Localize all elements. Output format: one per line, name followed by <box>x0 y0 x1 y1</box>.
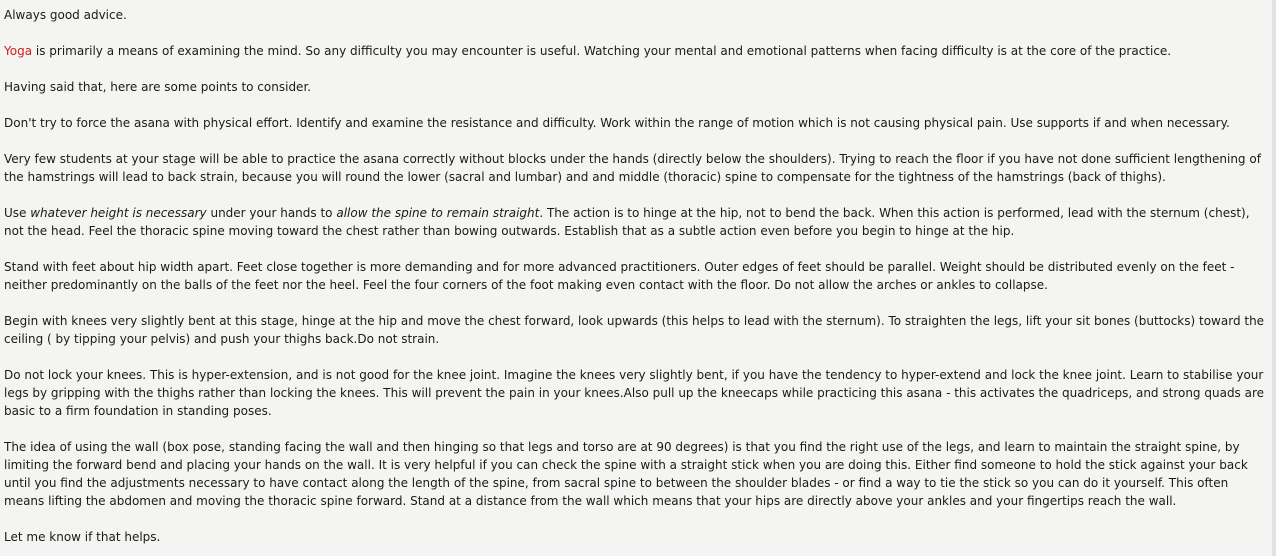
paragraph-wall: The idea of using the wall (box pose, standing facing the wall and then hinging so that legs and torso are at 90 degrees) is that you find the right use of the legs, and learn to maintain the straight spine, by limiting the forward bend and placing your hands on the wall. It is very helpful if you can check the spine with a straight stick when you are doing this. Either find someone to hold the stick against your back until you find the adjustments necessary to have contact along the length of the spine, from sacral spine to between the shoulder blades - or find a way to tie the stick so you can do it yourself. This often means lifting the abdomen and moving the thoracic spine forward. Stand at a distance from the wall which means that your hips are directly above your ankles and your fingertips reach the wall. <box>4 440 1248 508</box>
paragraph-closing: Let me know if that helps. <box>4 530 161 544</box>
paragraph-hinge <box>4 204 1270 240</box>
yoga-link[interactable]: Yoga <box>4 44 33 58</box>
hinge-text-b: under your hands to <box>206 206 337 220</box>
paragraph-feet: Stand with feet about hip width apart. Feet close together is more demanding and for more advanced practitioners. Outer edges of feet should be parallel. Weight should be distributed evenly on the feet - neither predominantly on the balls of the feet nor the heel. Feel the four corners of the foot making even contact with the floor. Do not allow the arches or ankles to collapse. <box>4 260 1235 292</box>
paragraph-lock-knees: Do not lock your knees. This is hyper-extension, and is not good for the knee joint. Imagine the knees very slightly bent, if you have the tendency to hyper-extend and lock the knee joint. Learn to stabilise your legs by gripping with the thighs rather than locking the knees. This will prevent the pain in your knees.Also pull up the kneecaps while practicing this asana - this activates the quadriceps, and strong quads are basic to a firm foundation in standing poses. <box>4 368 1265 418</box>
paragraph-blocks: Very few students at your stage will be able to practice the asana correctly without blocks under the hands (directly below the shoulders). Trying to reach the floor if you have not done sufficient lengthening of the hamstrings will lead to back strain, because you will round the lower (sacral and lumbar) and and middle (thoracic) spine to compensate for the tightness of the hamstrings (back of thighs). <box>4 152 1261 184</box>
hinge-emphasis-spine: allow the spine to remain straight <box>336 206 540 220</box>
hinge-text-c: . The action is to hinge at the hip, not to bend the back. When this action is performed, lead with the sternum (chest), not the head. Feel the thoracic spine moving toward the chest rather than bowing outwards. Establish that as a subtle action even before you begin to hinge at the hip. <box>4 206 1250 238</box>
hinge-text-a: Use <box>4 206 31 220</box>
paragraph-no-force: Don't try to force the asana with physical effort. Identify and examine the resistance and difficulty. Work within the range of motion which is not causing physical pain. Use supports if and when necessary. <box>4 116 1230 130</box>
paragraph-knees-bent: Begin with knees very slightly bent at this stage, hinge at the hip and move the chest forward, look upwards (this helps to lead with the sternum). To straighten the legs, lift your sit bones (buttocks) toward the ceiling ( by tipping your pelvis) and push your thighs back.Do not strain. <box>4 314 1265 346</box>
paragraph-yoga-intro-text: is primarily a means of examining the mind. So any difficulty you may encounter is useful. Watching your mental and emotional patterns when facing difficulty is at the core of the practice. <box>32 44 1172 58</box>
scrollbar-track[interactable] <box>1272 0 1276 556</box>
paragraph-opening: Always good advice. <box>4 8 127 22</box>
paragraph-points-intro: Having said that, here are some points to consider. <box>4 80 312 94</box>
hinge-emphasis-height: whatever height is necessary <box>30 206 207 220</box>
post-body <box>4 6 1270 546</box>
paragraph-yoga-intro <box>4 42 1270 60</box>
